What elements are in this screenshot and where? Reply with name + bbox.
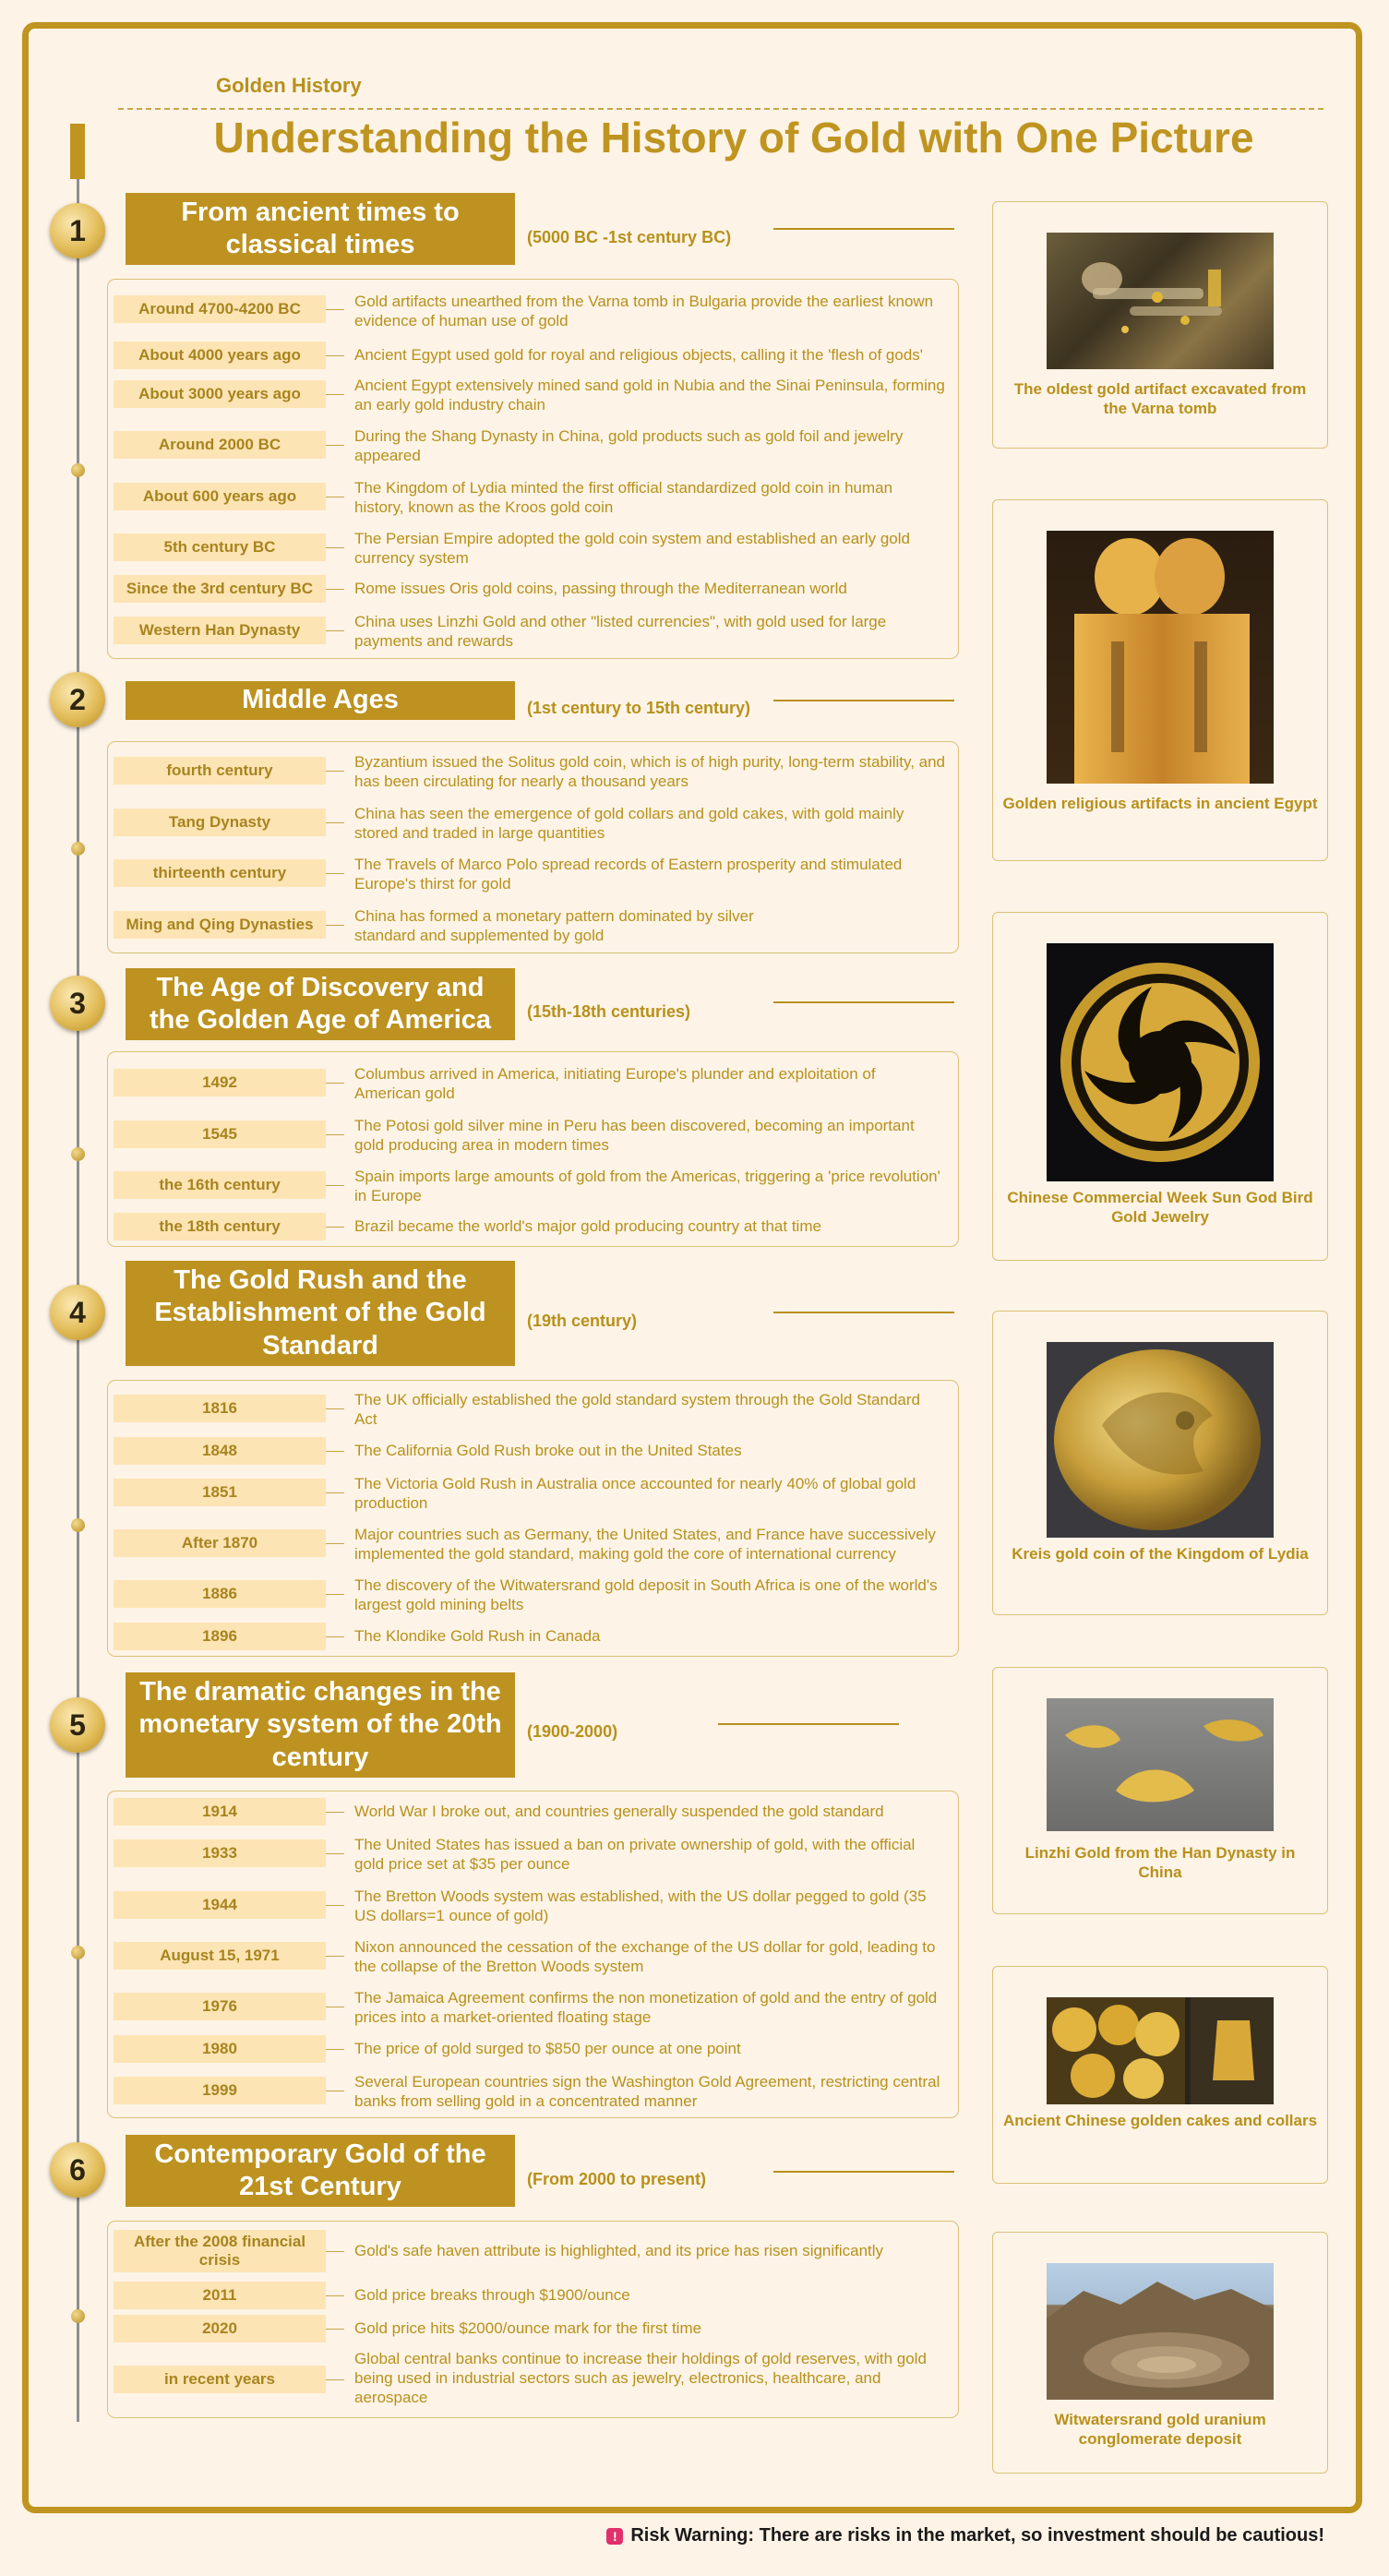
event-date: 1976 xyxy=(114,1993,326,2020)
event-connector xyxy=(326,1227,344,1228)
period-6-range: (From 2000 to present) xyxy=(527,2170,707,2188)
period-5-range: (1900-2000) xyxy=(527,1722,618,1741)
timeline-dot xyxy=(71,2309,85,2323)
title-accent-bar xyxy=(70,124,85,179)
event-connector xyxy=(326,1451,344,1452)
risk-warning xyxy=(606,2525,1324,2546)
event-connector xyxy=(326,547,344,548)
event-connector xyxy=(326,309,344,310)
period-3-title: The Age of Discovery and the Golden Age of America xyxy=(126,968,515,1040)
image-card-egypt xyxy=(992,499,1328,861)
period-6-rule xyxy=(773,2171,954,2173)
period-1-title: From ancient times to classical times xyxy=(126,193,515,265)
period-3-rule xyxy=(773,1001,954,1003)
event-date: in recent years xyxy=(114,2366,326,2393)
event-date: August 15, 1971 xyxy=(114,1942,326,1970)
event-text: The Bretton Woods system was established, with the US dollar pegged to gold (35 US dollars=1 ounce of gold) xyxy=(354,1887,927,1924)
event-date: 1914 xyxy=(114,1798,326,1826)
event-date: 2011 xyxy=(114,2282,326,2309)
period-6-events xyxy=(107,2221,959,2418)
event-date: Tang Dynasty xyxy=(114,809,326,836)
image-caption: Kreis gold coin of the Kingdom of Lydia xyxy=(1012,1545,1309,1563)
event-text: The Potosi gold silver mine in Peru has been discovered, becoming an important gold producing area in modern times xyxy=(354,1117,915,1154)
event-text: The price of gold surged to $850 per ounce at one point xyxy=(354,2040,741,2057)
event-text: World War I broke out, and countries generally suspended the gold standard xyxy=(354,1803,884,1820)
event-connector xyxy=(326,1812,344,1813)
event-text: Global central banks continue to increase their holdings of gold reserves, with gold being used in industrial sectors such as jewelry, electronics, healthcare, and aerospace xyxy=(354,2350,927,2406)
event-date: 1848 xyxy=(114,1437,326,1465)
event-date: After the 2008 financial crisis xyxy=(114,2230,326,2272)
event-text: The United States has issued a ban on private ownership of gold, with the official gold price set at $35 per ounce xyxy=(354,1836,916,1873)
witwatersrand-deposit-photo xyxy=(1047,2263,1274,2400)
varna-artifact-photo xyxy=(1047,233,1274,369)
timeline-dot xyxy=(71,1147,85,1161)
event-text: Columbus arrived in America, initiating Europe's plunder and exploitation of American gold xyxy=(354,1065,876,1102)
timeline-dot xyxy=(71,1946,85,1959)
risk-warning-text: Risk Warning: There are risks in the market, so investment should be cautious! xyxy=(630,2525,1324,2546)
warning-icon: ! xyxy=(606,2528,623,2545)
period-1-rule xyxy=(773,228,954,230)
sun-bird-jewelry-icon xyxy=(1047,943,1274,1181)
gold-cakes-icon xyxy=(1047,1997,1274,2104)
period-6-title: Contemporary Gold of the 21st Century xyxy=(126,2135,515,2207)
event-text: Nixon announced the cessation of the exchange of the US dollar for gold, leading to the collapse of the Bretton Woods system xyxy=(354,1938,936,1975)
page-title: Understanding the History of Gold with One Picture xyxy=(213,114,1254,162)
period-5-title: The dramatic changes in the monetary system of the 20th century xyxy=(126,1672,515,1778)
period-5-number: 5 xyxy=(50,1697,105,1753)
sun-bird-jewelry-photo xyxy=(1047,943,1274,1181)
image-card-varna xyxy=(992,201,1328,449)
image-caption: Golden religious artifacts in ancient Egypt xyxy=(1002,795,1318,812)
period-1-range: (5000 BC -1st century BC) xyxy=(527,228,732,246)
event-connector xyxy=(326,2329,344,2330)
event-date: 5th century BC xyxy=(114,533,326,561)
event-connector xyxy=(326,1408,344,1409)
period-6-number: 6 xyxy=(50,2142,105,2198)
period-1-events xyxy=(107,279,959,659)
period-4-number: 4 xyxy=(50,1285,105,1340)
image-caption: Linzhi Gold from the Han Dynasty in China xyxy=(1024,1844,1296,1881)
event-connector xyxy=(326,771,344,772)
event-text: Rome issues Oris gold coins, passing through the Mediterranean world xyxy=(354,580,847,597)
event-date: About 4000 years ago xyxy=(114,341,326,369)
event-date: 1886 xyxy=(114,1580,326,1608)
period-3-events xyxy=(107,1051,959,1247)
period-2-number: 2 xyxy=(50,672,105,727)
event-text: Ancient Egypt used gold for royal and religious objects, calling it the 'flesh of gods' xyxy=(354,346,924,364)
period-5-rule xyxy=(718,1723,899,1725)
period-2-rule xyxy=(773,700,954,701)
image-card-goldcakes xyxy=(992,1966,1328,2184)
event-text: China has seen the emergence of gold collars and gold cakes, with gold mainly stored and traded in large quantities xyxy=(354,805,904,842)
period-4-range: (19th century) xyxy=(527,1312,638,1330)
event-text: During the Shang Dynasty in China, gold products such as gold foil and jewelry appeared xyxy=(354,427,904,464)
event-text: Gold artifacts unearthed from the Varna tomb in Bulgaria provide the earliest known evidence of human use of gold xyxy=(354,293,934,329)
event-date: Ming and Qing Dynasties xyxy=(114,911,326,939)
image-card-witwatersrand xyxy=(992,2232,1328,2474)
event-text: China uses Linzhi Gold and other "listed currencies", with gold used for large payments and rewards xyxy=(354,613,887,650)
varna-artifact-icon xyxy=(1047,233,1274,369)
event-text: Spain imports large amounts of gold from the Americas, triggering a 'price revolution' in Europe xyxy=(354,1168,940,1204)
image-card-lydia xyxy=(992,1311,1328,1615)
period-4-events xyxy=(107,1380,959,1657)
brand-label: Golden History xyxy=(216,74,362,97)
event-text: Ancient Egypt extensively mined sand gold in Nubia and the Sinai Peninsula, forming an early gold industry chain xyxy=(354,377,945,413)
image-card-linzhi xyxy=(992,1667,1328,1914)
event-date: 1896 xyxy=(114,1623,326,1650)
event-date: 2020 xyxy=(114,2315,326,2342)
period-1-number: 1 xyxy=(50,203,105,258)
header-divider xyxy=(118,108,1323,110)
event-connector xyxy=(326,1905,344,1906)
event-text: The UK officially established the gold standard system through the Gold Standard Act xyxy=(354,1391,920,1428)
event-date: 1816 xyxy=(114,1395,326,1422)
image-caption: Ancient Chinese golden cakes and collars xyxy=(1002,2112,1318,2129)
event-text: Gold price breaks through $1900/ounce xyxy=(354,2286,630,2304)
event-text: The Victoria Gold Rush in Australia once accounted for nearly 40% of global gold production xyxy=(354,1475,916,1512)
event-connector xyxy=(326,394,344,395)
period-2-range: (1st century to 15th century) xyxy=(527,699,751,717)
period-3-number: 3 xyxy=(50,976,105,1031)
image-caption: Chinese Commercial Week Sun God Bird Gold Jewelry xyxy=(1007,1189,1313,1226)
event-connector xyxy=(326,589,344,590)
period-2-events xyxy=(107,741,959,953)
linzhi-gold-photo xyxy=(1047,1698,1274,1831)
event-date: About 3000 years ago xyxy=(114,380,326,408)
event-connector xyxy=(326,1185,344,1186)
event-date: 1545 xyxy=(114,1120,326,1148)
event-connector xyxy=(326,1083,344,1084)
timeline-dot xyxy=(71,842,85,856)
event-text: The Jamaica Agreement confirms the non monetization of gold and the entry of gold prices into a market-oriented floating stage xyxy=(354,1989,938,2026)
event-connector xyxy=(326,2295,344,2296)
event-text: Brazil became the world's major gold producing country at that time xyxy=(354,1217,821,1235)
event-date: Around 2000 BC xyxy=(114,431,326,459)
event-date: fourth century xyxy=(114,757,326,785)
event-date: Around 4700-4200 BC xyxy=(114,295,326,323)
event-text: The discovery of the Witwatersrand gold deposit in South Africa is one of the world's largest gold mining belts xyxy=(354,1576,938,1613)
event-date: About 600 years ago xyxy=(114,483,326,510)
event-date: Since the 3rd century BC xyxy=(114,575,326,603)
lydia-coin-photo xyxy=(1047,1342,1274,1538)
event-text: Major countries such as Germany, the United States, and France have successively implemented the gold standard, making gold the core of international currency xyxy=(354,1526,936,1563)
egypt-artifact-icon xyxy=(1047,531,1274,784)
event-connector xyxy=(326,1134,344,1135)
egypt-artifact-photo xyxy=(1047,531,1274,784)
event-text: The Travels of Marco Polo spread records of Eastern prosperity and stimulated Europe's thirst for gold xyxy=(354,856,903,893)
event-text: China has formed a monetary pattern dominated by silver standard and supplemented by gold xyxy=(354,907,754,944)
event-date: 1944 xyxy=(114,1891,326,1919)
event-connector xyxy=(326,925,344,926)
event-date: After 1870 xyxy=(114,1529,326,1557)
event-date: 1980 xyxy=(114,2035,326,2063)
event-text: The Klondike Gold Rush in Canada xyxy=(354,1627,601,1645)
witwatersrand-deposit-icon xyxy=(1047,2263,1274,2400)
event-connector xyxy=(326,1956,344,1957)
period-3-range: (15th-18th centuries) xyxy=(527,1002,691,1021)
event-connector xyxy=(326,1543,344,1544)
event-date: 1933 xyxy=(114,1839,326,1867)
event-text: Several European countries sign the Washington Gold Agreement, restricting central banks from selling gold in a concentrated manner xyxy=(354,2073,940,2110)
event-date: 1492 xyxy=(114,1069,326,1096)
event-text: Byzantium issued the Solitus gold coin, which is of high purity, long-term stability, and has been circulating for nearly a thousand years xyxy=(354,753,946,790)
event-connector xyxy=(326,1594,344,1595)
event-connector xyxy=(326,2379,344,2380)
event-connector xyxy=(326,630,344,631)
timeline-dot xyxy=(71,463,85,477)
event-text: Gold price hits $2000/ounce mark for the first time xyxy=(354,2319,702,2337)
event-text: The Kingdom of Lydia minted the first official standardized gold coin in human history, known as the Kroos gold coin xyxy=(354,479,893,516)
event-text: Gold's safe haven attribute is highlighted, and its price has risen significantly xyxy=(354,2242,884,2259)
image-caption: Witwatersrand gold uranium conglomerate deposit xyxy=(1054,2411,1266,2448)
event-connector xyxy=(326,873,344,874)
event-date: thirteenth century xyxy=(114,859,326,887)
period-4-rule xyxy=(773,1312,954,1313)
lydia-coin-icon xyxy=(1047,1342,1274,1538)
event-date: 1999 xyxy=(114,2077,326,2104)
event-connector xyxy=(326,445,344,446)
event-connector xyxy=(326,355,344,356)
image-caption: The oldest gold artifact excavated from the Varna tomb xyxy=(1013,380,1307,417)
event-date: the 18th century xyxy=(114,1213,326,1240)
event-connector xyxy=(326,1636,344,1637)
event-date: the 16th century xyxy=(114,1171,326,1199)
event-text: The California Gold Rush broke out in the United States xyxy=(354,1442,742,1459)
event-connector xyxy=(326,2049,344,2050)
event-connector xyxy=(326,1853,344,1854)
linzhi-gold-icon xyxy=(1047,1698,1274,1831)
period-5-events xyxy=(107,1791,959,2118)
image-card-sunbird xyxy=(992,912,1328,1261)
gold-cakes-photo xyxy=(1047,1997,1274,2104)
period-2-title: Middle Ages xyxy=(126,681,515,720)
event-date: Western Han Dynasty xyxy=(114,617,326,644)
event-connector xyxy=(326,822,344,823)
event-connector xyxy=(326,2251,344,2252)
event-text: The Persian Empire adopted the gold coin system and established an early gold currency system xyxy=(354,530,910,567)
period-4-title: The Gold Rush and the Establishment of the Gold Standard xyxy=(126,1261,515,1366)
event-date: 1851 xyxy=(114,1479,326,1506)
event-connector xyxy=(326,1492,344,1493)
timeline-dot xyxy=(71,1518,85,1532)
